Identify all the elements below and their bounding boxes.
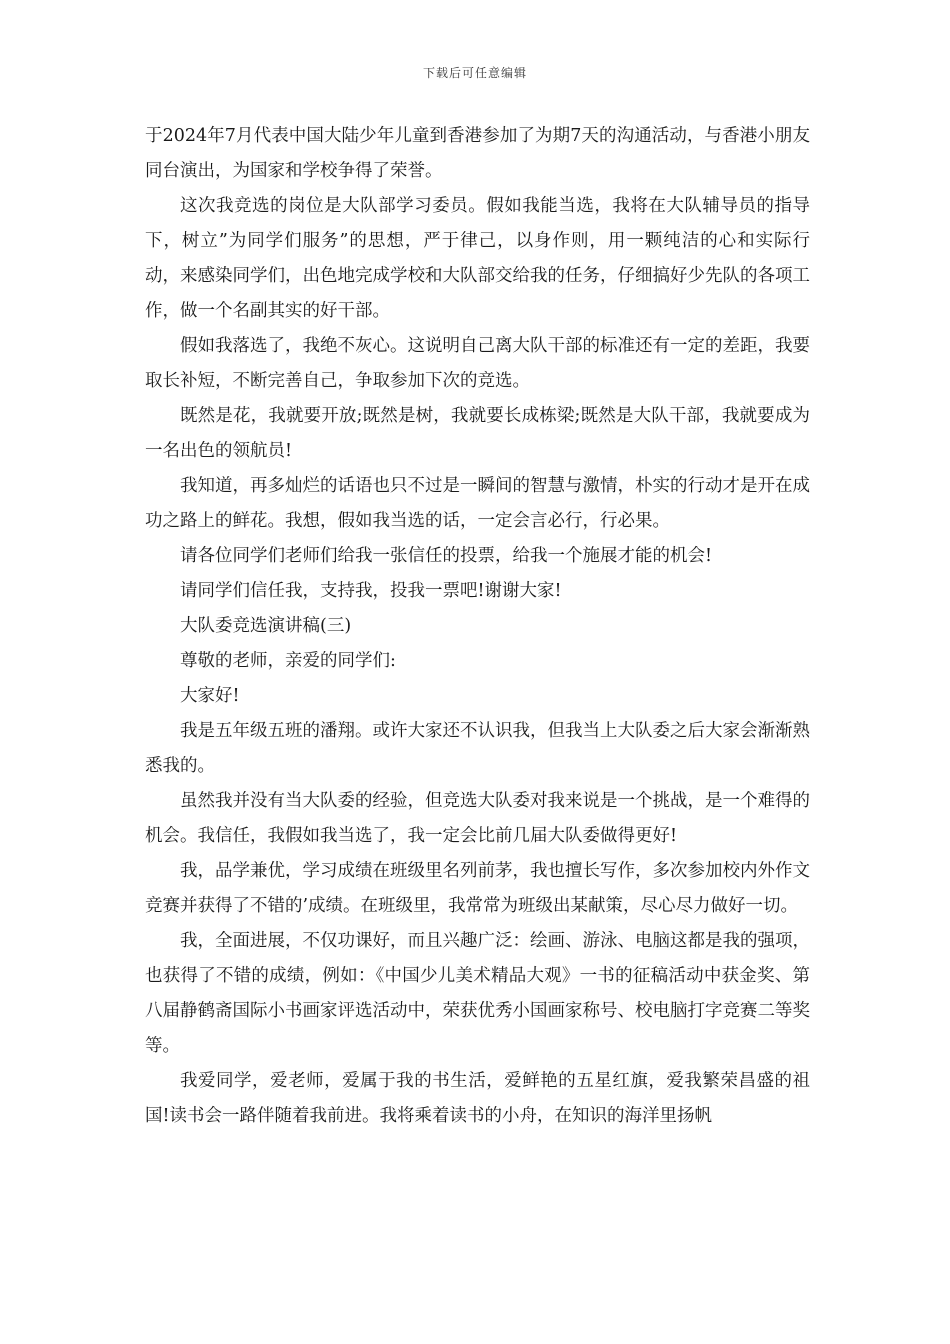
paragraph-2: 这次我竞选的岗位是大队部学习委员。假如我能当选，我将在大队辅导员的指导下，树立”为同学们服务”的思想，严于律己，以身作则，用一颗纯洁的心和实际行动，来感染同学们，出色地完成学校和大队部交给我的任务，仔细搞好少先队的各项工作，做一个名副其实的好干部。 bbox=[145, 196, 810, 321]
paragraph-7: 请同学们信任我，支持我，投我一票吧!谢谢大家! bbox=[180, 581, 562, 601]
paragraph-15: 我爱同学，爱老师，爱属于我的书生活，爱鲜艳的五星红旗，爱我繁荣昌盛的祖国!读书会一路伴随着我前进。我将乘着读书的小舟，在知识的海洋里扬帆 bbox=[145, 1071, 810, 1126]
paragraph-5: 我知道，再多灿烂的话语也只不过是一瞬间的智慧与激情，朴实的行动才是开在成功之路上的鲜花。我想，假如我当选的话，一定会言必行，行必果。 bbox=[145, 476, 810, 531]
paragraph-3: 假如我落选了，我绝不灰心。这说明自己离大队干部的标准还有一定的差距，我要取长补短，不断完善自己，争取参加下次的竞选。 bbox=[145, 336, 810, 391]
paragraph-12: 虽然我并没有当大队委的经验，但竞选大队委对我来说是一个挑战，是一个难得的机会。我信任，我假如我当选了，我一定会比前几届大队委做得更好! bbox=[145, 791, 810, 846]
paragraph-13: 我，品学兼优，学习成绩在班级里名列前茅，我也擅长写作，多次参加校内外作文竞赛并获得了不错的’成绩。在班级里，我常常为班级出某献策，尽心尽力做好一切。 bbox=[145, 861, 810, 916]
paragraph-4: 既然是花，我就要开放;既然是树，我就要长成栋梁;既然是大队干部，我就要成为一名出色的领航员! bbox=[145, 406, 810, 461]
paragraph-11: 我是五年级五班的潘翔。或许大家还不认识我，但我当上大队委之后大家会渐渐熟悉我的。 bbox=[145, 721, 810, 776]
paragraph-1: 于2024年7月代表中国大陆少年儿童到香港参加了为期7天的沟通活动，与香港小朋友同台演出，为国家和学校争得了荣誉。 bbox=[145, 126, 810, 181]
paragraph-14: 我，全面进展，不仅功课好，而且兴趣广泛：绘画、游泳、电脑这都是我的强项，也获得了不错的成绩，例如：《中国少儿美术精品大观》一书的征稿活动中获金奖、第八届静鹤斋国际小书画家评选活动中，荣获优秀小国画家称号、校电脑打字竞赛二等奖等。 bbox=[145, 931, 810, 1056]
section-title: 大队委竞选演讲稿(三) bbox=[180, 616, 352, 636]
paragraph-6: 请各位同学们老师们给我一张信任的投票，给我一个施展才能的机会! bbox=[180, 546, 713, 566]
salutation: 尊敬的老师，亲爱的同学们: bbox=[180, 651, 396, 671]
header-note: 下载后可任意编辑 bbox=[422, 66, 527, 80]
greeting: 大家好! bbox=[180, 686, 240, 706]
document-body bbox=[145, 119, 810, 1134]
